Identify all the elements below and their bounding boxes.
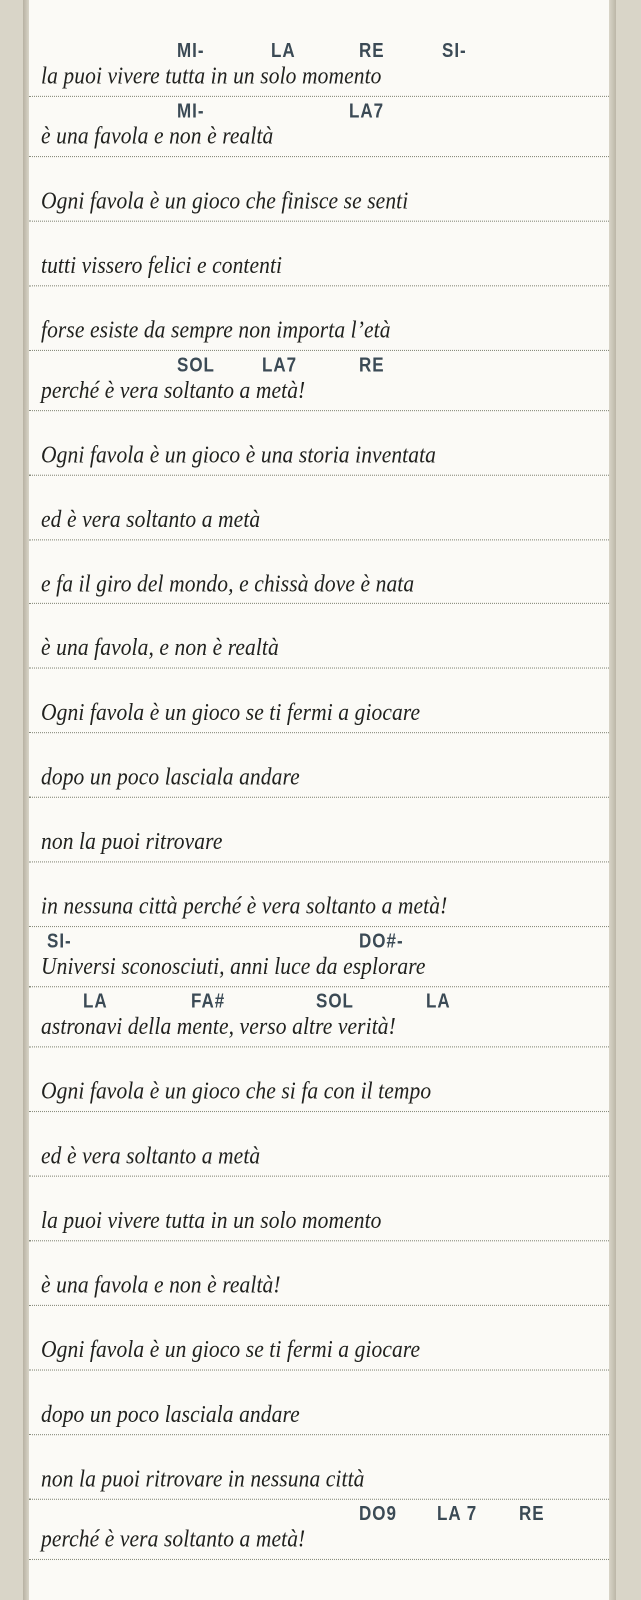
song-block bbox=[29, 472, 609, 537]
chord-label: RE bbox=[519, 1502, 545, 1525]
lyric-line: ed è vera soltanto a metà bbox=[29, 505, 609, 536]
song-block bbox=[29, 33, 609, 93]
lyric-line: Ogni favola è un gioco è una storia inventata bbox=[29, 441, 609, 472]
chord-row bbox=[29, 1238, 609, 1271]
chord-row bbox=[29, 1496, 609, 1525]
lyric-line: Universi sconosciuti, anni luce da esplorare bbox=[29, 953, 609, 984]
chord-row bbox=[29, 666, 609, 699]
song-block bbox=[29, 984, 609, 1044]
lyric-line: non la puoi ritrovare in nessuna città bbox=[29, 1465, 609, 1496]
song-block bbox=[29, 94, 609, 154]
chord-label: MI- bbox=[177, 99, 205, 122]
lyric-line: Ogni favola è un gioco se ti fermi a giocare bbox=[29, 1336, 609, 1367]
song-lines bbox=[29, 0, 609, 1556]
lyric-line: Ogni favola è un gioco che finisce se senti bbox=[29, 187, 609, 218]
lyric-line: dopo un poco lasciala andare bbox=[29, 1400, 609, 1431]
chord-row bbox=[29, 1109, 609, 1142]
song-block bbox=[29, 730, 609, 795]
chord-row bbox=[29, 795, 609, 828]
chord-label: DO#- bbox=[359, 930, 404, 953]
chord-row bbox=[29, 218, 609, 251]
chord-row bbox=[29, 347, 609, 376]
lyric-line: non la puoi ritrovare bbox=[29, 828, 609, 859]
song-block bbox=[29, 1367, 609, 1432]
lyric-line: è una favola e non è realtà bbox=[29, 123, 609, 154]
lyric-line: perché è vera soltanto a metà! bbox=[29, 1525, 609, 1556]
lyric-line: la puoi vivere tutta in un solo momento bbox=[29, 62, 609, 93]
song-block bbox=[29, 218, 609, 283]
chord-label: RE bbox=[359, 353, 385, 376]
song-block bbox=[29, 407, 609, 472]
chord-row bbox=[29, 407, 609, 440]
song-block bbox=[29, 666, 609, 731]
song-block bbox=[29, 283, 609, 348]
chord-row bbox=[29, 1431, 609, 1464]
song-block bbox=[29, 1496, 609, 1556]
song-block bbox=[29, 1431, 609, 1496]
chord-label: LA 7 bbox=[437, 1502, 478, 1525]
chord-label: LA7 bbox=[349, 99, 385, 122]
chord-label: LA7 bbox=[262, 353, 298, 376]
lyric-line: è una favola, e non è realtà bbox=[29, 635, 609, 666]
song-block bbox=[29, 1173, 609, 1238]
chord-row bbox=[29, 1302, 609, 1335]
song-block bbox=[29, 537, 609, 602]
chord-label: SI- bbox=[47, 930, 72, 953]
lyric-line: dopo un poco lasciala andare bbox=[29, 764, 609, 795]
chord-row bbox=[29, 537, 609, 570]
chord-row bbox=[29, 1173, 609, 1206]
song-block bbox=[29, 795, 609, 860]
song-block bbox=[29, 924, 609, 984]
lyric-line: Ogni favola è un gioco che si fa con il tempo bbox=[29, 1078, 609, 1109]
chord-label: DO9 bbox=[359, 1502, 397, 1525]
chord-label: LA bbox=[426, 990, 451, 1013]
chord-row bbox=[29, 730, 609, 763]
lyric-line: tutti vissero felici e contenti bbox=[29, 252, 609, 283]
chord-row bbox=[29, 472, 609, 505]
lyric-line: ed è vera soltanto a metà bbox=[29, 1142, 609, 1173]
chord-row bbox=[29, 154, 609, 187]
lyric-line: forse esiste da sempre non importa l’età bbox=[29, 316, 609, 347]
song-block bbox=[29, 1302, 609, 1367]
chord-row bbox=[29, 859, 609, 892]
song-block bbox=[29, 601, 609, 666]
lyric-line: la puoi vivere tutta in un solo momento bbox=[29, 1207, 609, 1238]
lyric-line: in nessuna città perché è vera soltanto a metà! bbox=[29, 893, 609, 924]
song-block bbox=[29, 347, 609, 407]
song-sheet bbox=[29, 0, 609, 1600]
lyric-line: astronavi della mente, verso altre verità! bbox=[29, 1013, 609, 1044]
chord-row bbox=[29, 283, 609, 316]
song-block bbox=[29, 1238, 609, 1303]
chord-label: SOL bbox=[316, 990, 354, 1013]
chord-row bbox=[29, 601, 609, 634]
song-block bbox=[29, 154, 609, 219]
chord-label: SI- bbox=[442, 39, 467, 62]
chord-label: LA bbox=[271, 39, 296, 62]
song-block bbox=[29, 1109, 609, 1174]
chord-label: FA# bbox=[191, 990, 226, 1013]
chord-row bbox=[29, 1367, 609, 1400]
chord-row bbox=[29, 924, 609, 953]
lyric-line: perché è vera soltanto a metà! bbox=[29, 376, 609, 407]
lyric-line: e fa il giro del mondo, e chissà dove è nata bbox=[29, 570, 609, 601]
song-block bbox=[29, 1044, 609, 1109]
chord-label: SOL bbox=[177, 353, 215, 376]
song-block bbox=[29, 859, 609, 924]
lyric-line: Ogni favola è un gioco se ti fermi a giocare bbox=[29, 699, 609, 730]
chord-label: LA bbox=[83, 990, 108, 1013]
chord-label: RE bbox=[359, 39, 385, 62]
chord-row bbox=[29, 984, 609, 1013]
lyric-line: è una favola e non è realtà! bbox=[29, 1271, 609, 1302]
chord-row bbox=[29, 33, 609, 62]
chord-row bbox=[29, 94, 609, 123]
chord-label: MI- bbox=[177, 39, 205, 62]
chord-row bbox=[29, 1044, 609, 1077]
